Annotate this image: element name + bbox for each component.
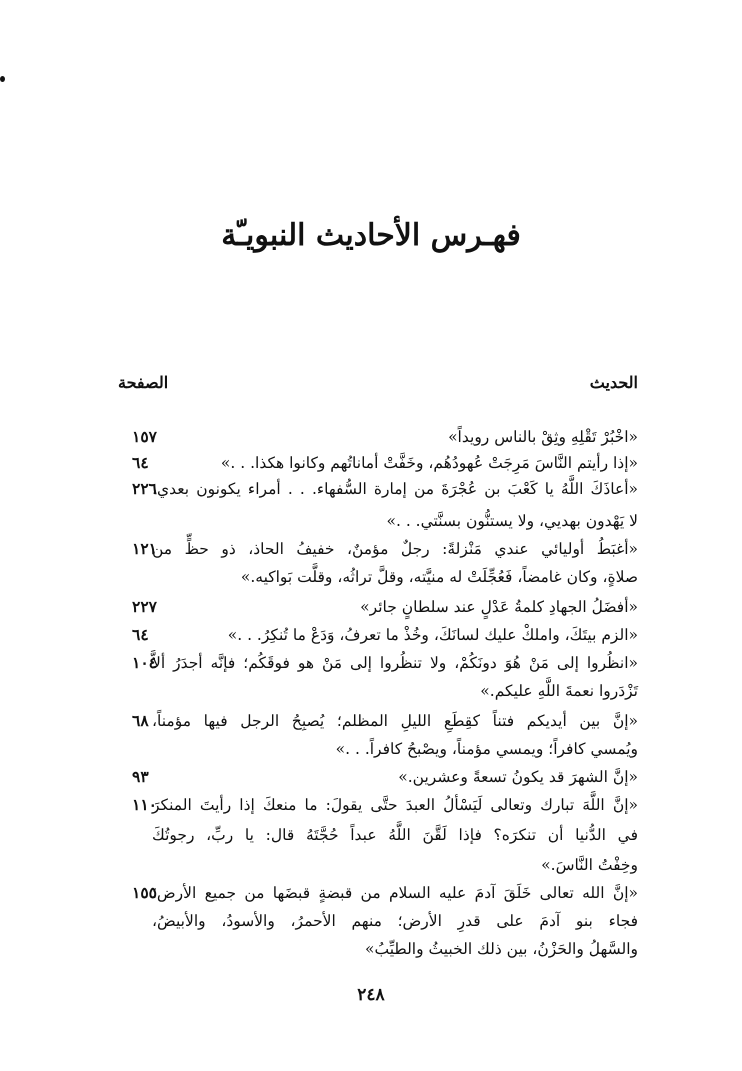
margin-mark [0, 76, 5, 82]
page-number: ٦٨ [132, 711, 149, 730]
page-column-header: الصفحة [118, 373, 169, 392]
page-number: ٩٣ [132, 767, 149, 786]
index-line [0, 708, 742, 734]
page-title: فهـرس الأحاديث النبويـّة [221, 218, 521, 253]
folio-page-number: ٢٤٨ [357, 985, 385, 1005]
index-line [0, 936, 742, 962]
page-number: ٢٢٦ [132, 479, 157, 498]
page-number: ١٢١ [132, 539, 157, 558]
page-number: ٦٤ [132, 625, 149, 644]
hadith-text: «أعاذَكَ اللَّهُ يا كَعْبَ بن عُجْرَةَ من إمارة السُّفهاء. . . أمراء يكونون بعدي، [152, 480, 638, 498]
index-line [0, 622, 742, 648]
hadith-text: وخِفْتُ النَّاسَ.» [541, 856, 638, 874]
hadith-text: لا يَهْدون بهديي، ولا يستنُّون بسنَّتي. . .» [386, 512, 638, 530]
hadith-text: «انظُروا إلى مَنْ هُوَ دونَكُمْ، ولا تنظُروا إلى مَنْ هو فوقَكُم؛ فإنَّه أجدَرُ ألاَّ [152, 654, 638, 672]
index-line [0, 852, 742, 878]
hadith-text: «اخْبُرْ تَقْلِهِ وثِقْ بالناس رويداً» [448, 428, 638, 446]
index-line [0, 880, 742, 906]
hadith-text: والسَّهلُ والحَزْنُ، بين ذلك الخبيثُ والطيِّبُ» [364, 940, 638, 958]
hadith-text: فجاء بنو آدمَ على قدرِ الأرض؛ منهم الأحمرُ، والأسودُ، والأبيضُ، [152, 912, 638, 930]
hadith-text: «إذا رأيتم النَّاسَ مَرِجَتْ عُهودُهُم، وخَفَّتْ أماناتُهم وكانوا هكذا. . .» [220, 454, 638, 472]
hadith-column-header: الحديث [589, 373, 638, 392]
index-line [0, 536, 742, 562]
hadith-text: ويُمسي كافراً؛ ويمسي مؤمناً، ويصْبحُ كافراً. . .» [335, 740, 638, 758]
index-line [0, 564, 742, 590]
hadith-text: «إنَّ اللَّهَ تبارك وتعالى لَيَسْألُ العبدَ حتَّى يقولَ: ما منعكَ إذا رأيتَ المنكرَ [152, 796, 638, 814]
hadith-text: صلاةٍ، وكان غامضاً، فَعُجِّلَتْ له منيَّته، وقلَّ تراثُه، وقلَّت بَواكيه.» [240, 568, 638, 586]
hadith-text: «أفضَلُ الجهادِ كلمةُ عَدْلٍ عند سلطانٍ جائر» [360, 598, 638, 616]
hadith-text: «إنَّ الشهرَ قد يكونُ تسعةً وعشرين.» [398, 768, 638, 786]
page-number: ١٥٥ [132, 883, 157, 902]
hadith-text: «أغبَطُ أوليائي عندي مَنْزلةً: رجلٌ مؤمنٌ، خفيفُ الحاذ، ذو حظٍّ من [152, 540, 638, 558]
index-line [0, 450, 742, 476]
page-number: ١١٠ [132, 795, 157, 814]
hadith-text: «إنَّ الله تعالى خَلَقَ آدمَ عليه السلام من قبضةٍ قبضَها من جميع الأرض؛ [152, 884, 638, 902]
hadith-text: تَزْدَروا نعمةَ اللَّهِ عليكم.» [480, 682, 638, 700]
index-line [0, 678, 742, 704]
index-line [0, 908, 742, 934]
index-line [0, 792, 742, 818]
page-number: ١٥٧ [132, 427, 157, 446]
index-line [0, 594, 742, 620]
index-line [0, 650, 742, 676]
page-number: ٢٢٧ [132, 597, 157, 616]
index-line [0, 822, 742, 848]
index-line [0, 736, 742, 762]
index-line [0, 764, 742, 790]
hadith-text: في الدُّنيا أن تنكرَه؟ فإذا لَقَّنَ اللَّهُ عبداً حُجَّتَهُ قال: يا ربِّ، رجوتُكَ [152, 826, 638, 844]
index-line [0, 508, 742, 534]
page-number: ١٠٤ [132, 653, 157, 672]
hadith-text: «الزم بيتَكَ، واملكْ عليك لسانَكَ، وخُذْ ما تعرفُ، وَدَعْ ما تُنكِرُ. . .» [227, 626, 638, 644]
page-number: ٦٤ [132, 453, 149, 472]
index-line [0, 476, 742, 502]
hadith-text: «إنَّ بين أيديكم فتناً كقِطَعِ الليلِ المظلم؛ يُصبِحُ الرجل فيها مؤمناً، [152, 712, 638, 730]
index-line [0, 424, 742, 450]
